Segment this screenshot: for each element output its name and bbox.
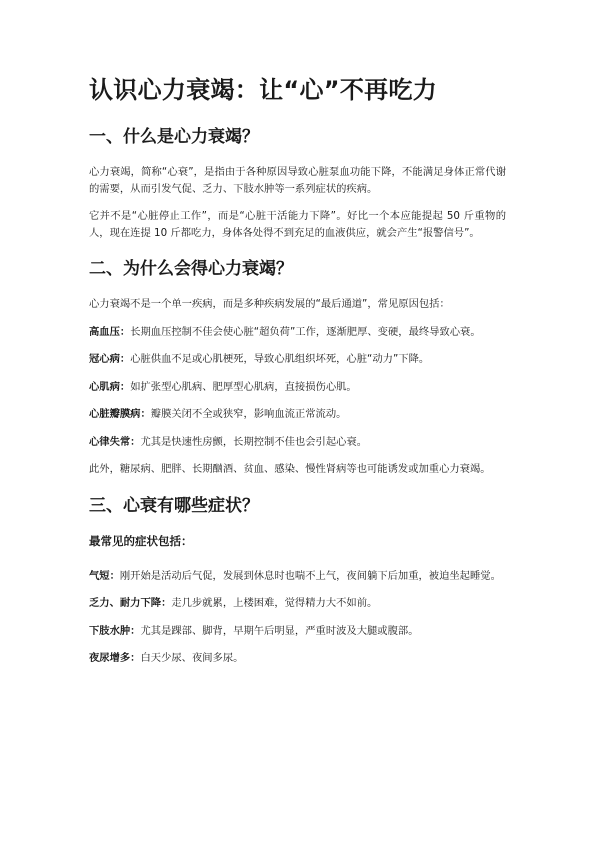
symptom-label: 乏力、耐力下降： xyxy=(89,597,172,609)
symptom-label: 夜尿增多： xyxy=(89,652,141,664)
section-heading-what: 一、什么是心力衰竭？ xyxy=(89,127,259,147)
section-heading-why: 二、为什么会得心力衰竭？ xyxy=(89,259,293,279)
cause-item xyxy=(89,379,506,396)
cause-label: 心脏瓣膜病： xyxy=(89,408,151,420)
cause-text: 长期血压控制不佳会使心脏“超负荷”工作，逐渐肥厚、变硬，最终导致心衰。 xyxy=(130,325,481,338)
cause-label: 高血压： xyxy=(89,325,131,338)
symptom-label: 下肢水肿： xyxy=(89,624,141,637)
cause-text: 尤其是快速性房颤，长期控制不佳也会引起心衰。 xyxy=(140,435,368,448)
symptom-label: 气短： xyxy=(89,569,120,582)
paragraph: 心力衰竭，简称“心衰”，是指由于各种原因导致心脏泵血功能下降，不能满足身体正常代谢的需要，从而引发气促、乏力、下肢水肿等一系列症状的疾病。 xyxy=(89,166,506,195)
symptom-text: 走几步就累，上楼困难，觉得精力大不如前。 xyxy=(171,597,378,609)
cause-item xyxy=(89,324,506,341)
symptom-text: 尤其是踝部、脚背，早期午后明显，严重时波及大腿或腹部。 xyxy=(140,624,419,637)
cause-label: 心律失常： xyxy=(89,435,141,448)
cause-item xyxy=(89,351,506,368)
cause-label: 心肌病： xyxy=(89,380,131,393)
symptom-text: 刚开始是活动后气促，发展到休息时也喘不上气，夜间躺下后加重，被迫坐起睡觉。 xyxy=(119,569,501,582)
cause-item xyxy=(89,434,506,451)
cause-text: 心脏供血不足或心肌梗死，导致心肌组织坏死，心脏“动力”下降。 xyxy=(130,353,430,365)
cause-text: 如扩张型心肌病、肥厚型心肌病，直接损伤心肌。 xyxy=(130,380,357,393)
paragraph: 此外，糖尿病、肥胖、长期酗酒、贫血、感染、慢性肾病等也可能诱发或加重心力衰竭。 xyxy=(89,463,491,475)
section-heading-symptoms: 三、心衰有哪些症状？ xyxy=(89,495,259,516)
paragraph: 心力衰竭不是一个单一疾病，而是多种疾病发展的“最后通道”，常见原因包括： xyxy=(89,298,450,310)
cause-label: 冠心病： xyxy=(89,353,131,365)
subheading: 最常见的症状包括： xyxy=(89,533,193,548)
cause-text: 瓣膜关闭不全或狭窄，影响血流正常流动。 xyxy=(150,408,347,420)
symptom-item xyxy=(89,568,506,585)
symptom-item xyxy=(89,595,506,612)
symptom-item xyxy=(89,623,506,640)
cause-item xyxy=(89,406,506,423)
symptom-item xyxy=(89,650,506,667)
paragraph: 它并不是“心脏停止工作”，而是“心脏干活能力下降”。好比一个本应能提起 50 斤重物的人，现在连提 10 斤都吃力，身体各处得不到充足的血液供应，就会产生“报警信号”。 xyxy=(89,210,506,239)
page-title: 认识心力衰竭：让“心”不再吃力 xyxy=(89,76,438,104)
symptom-text: 白天少尿、夜间多尿。 xyxy=(140,652,244,664)
